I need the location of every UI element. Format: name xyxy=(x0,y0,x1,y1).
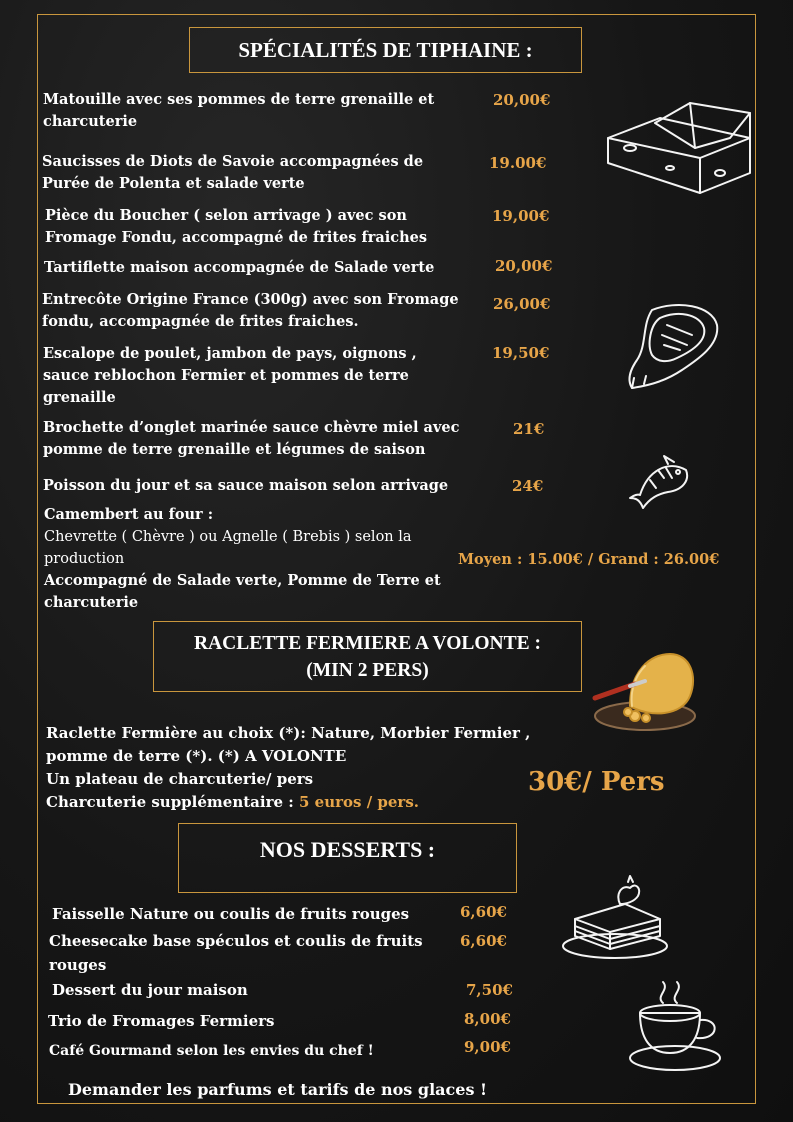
menu-item-name: Matouille avec ses pommes de terre grenaille et charcuterie xyxy=(43,91,435,130)
camembert-block xyxy=(44,504,464,614)
camembert-line: charcuterie xyxy=(44,594,139,611)
menu-item-price: 21€ xyxy=(513,420,545,438)
dessert-item-name: Dessert du jour maison xyxy=(52,981,248,999)
menu-item-name: Poisson du jour et sa sauce maison selon arrivage xyxy=(43,477,449,494)
raclette-line: Un plateau de charcuterie/ pers xyxy=(46,770,314,788)
dessert-item-price: 6,60€ xyxy=(460,903,507,921)
raclette-line: pomme de terre (*). (*) A VOLONTE xyxy=(46,747,347,765)
raclette-line: Charcuterie supplémentaire : 5 euros / pers. xyxy=(46,793,420,811)
ice-cream-note: Demander les parfums et tarifs de nos glaces ! xyxy=(68,1080,488,1099)
raclette-price: 30€/ Pers xyxy=(528,767,665,797)
menu-item-name: Escalope de poulet, jambon de pays, oignons , sauce reblochon Fermier et pommes de terre grenaille xyxy=(43,345,417,406)
raclette-icon xyxy=(590,646,700,736)
raclette-description xyxy=(46,722,566,814)
menu-item-price: 19.00€ xyxy=(489,154,547,172)
dessert-item-price: 6,60€ xyxy=(460,932,507,950)
raclette-line: Raclette Fermière au choix (*): Nature, Morbier Fermier , xyxy=(46,724,531,742)
menu-item-price: 26,00€ xyxy=(493,295,551,313)
camembert-price: Moyen : 15.00€ / Grand : 26.00€ xyxy=(458,551,720,568)
dessert-item-price: 7,50€ xyxy=(466,981,513,999)
dessert-item-name: Trio de Fromages Fermiers xyxy=(48,1012,275,1030)
dessert-item-price: 8,00€ xyxy=(464,1010,511,1028)
camembert-line: Accompagné de Salade verte, Pomme de Terre et xyxy=(44,572,441,589)
camembert-title: Camembert au four : xyxy=(44,506,214,523)
raclette-title: RACLETTE FERMIERE A VOLONTE : (MIN 2 PERS) xyxy=(153,621,582,692)
menu-item-price: 24€ xyxy=(512,477,544,495)
menu-item-price: 19,00€ xyxy=(492,207,550,225)
dessert-item-name: Faisselle Nature ou coulis de fruits rouges xyxy=(52,905,410,923)
steak-icon xyxy=(622,300,722,395)
menu-item-price: 20,00€ xyxy=(493,91,551,109)
cheese-icon xyxy=(600,93,760,203)
menu-item-name: Saucisses de Diots de Savoie accompagnées de Purée de Polenta et salade verte xyxy=(42,153,424,192)
menu-item-name: Brochette d’onglet marinée sauce chèvre miel avec pomme de terre grenaille et légumes de saison xyxy=(43,419,460,458)
desserts-title: NOS DESSERTS : xyxy=(178,823,517,893)
fish-icon xyxy=(628,450,698,510)
dessert-item-name: Cheesecake base spéculos et coulis de fruits rouges xyxy=(49,932,423,974)
menu-item-name: Pièce du Boucher ( selon arrivage ) avec son Fromage Fondu, accompagné de frites fraiches xyxy=(45,207,428,246)
dessert-item-name: Café Gourmand selon les envies du chef ! xyxy=(49,1043,374,1059)
coffee-cup-icon xyxy=(625,978,735,1078)
menu-item-price: 19,50€ xyxy=(492,344,550,362)
charcuterie-supplement-price: 5 euros / pers. xyxy=(299,793,420,811)
menu-item-name: Tartiflette maison accompagnée de Salade verte xyxy=(44,259,435,276)
camembert-line: Chevrette ( Chèvre ) ou Agnelle ( Brebis ) selon la xyxy=(44,529,412,545)
specialites-title: SPÉCIALITÉS DE TIPHAINE : xyxy=(189,27,582,73)
menu-item-name: Entrecôte Origine France (300g) avec son Fromage fondu, accompagnée de frites fraiches. xyxy=(42,291,459,330)
menu-item-price: 20,00€ xyxy=(495,257,553,275)
camembert-line: production xyxy=(44,551,125,567)
cake-icon xyxy=(560,874,680,964)
dessert-item-price: 9,00€ xyxy=(464,1038,511,1056)
